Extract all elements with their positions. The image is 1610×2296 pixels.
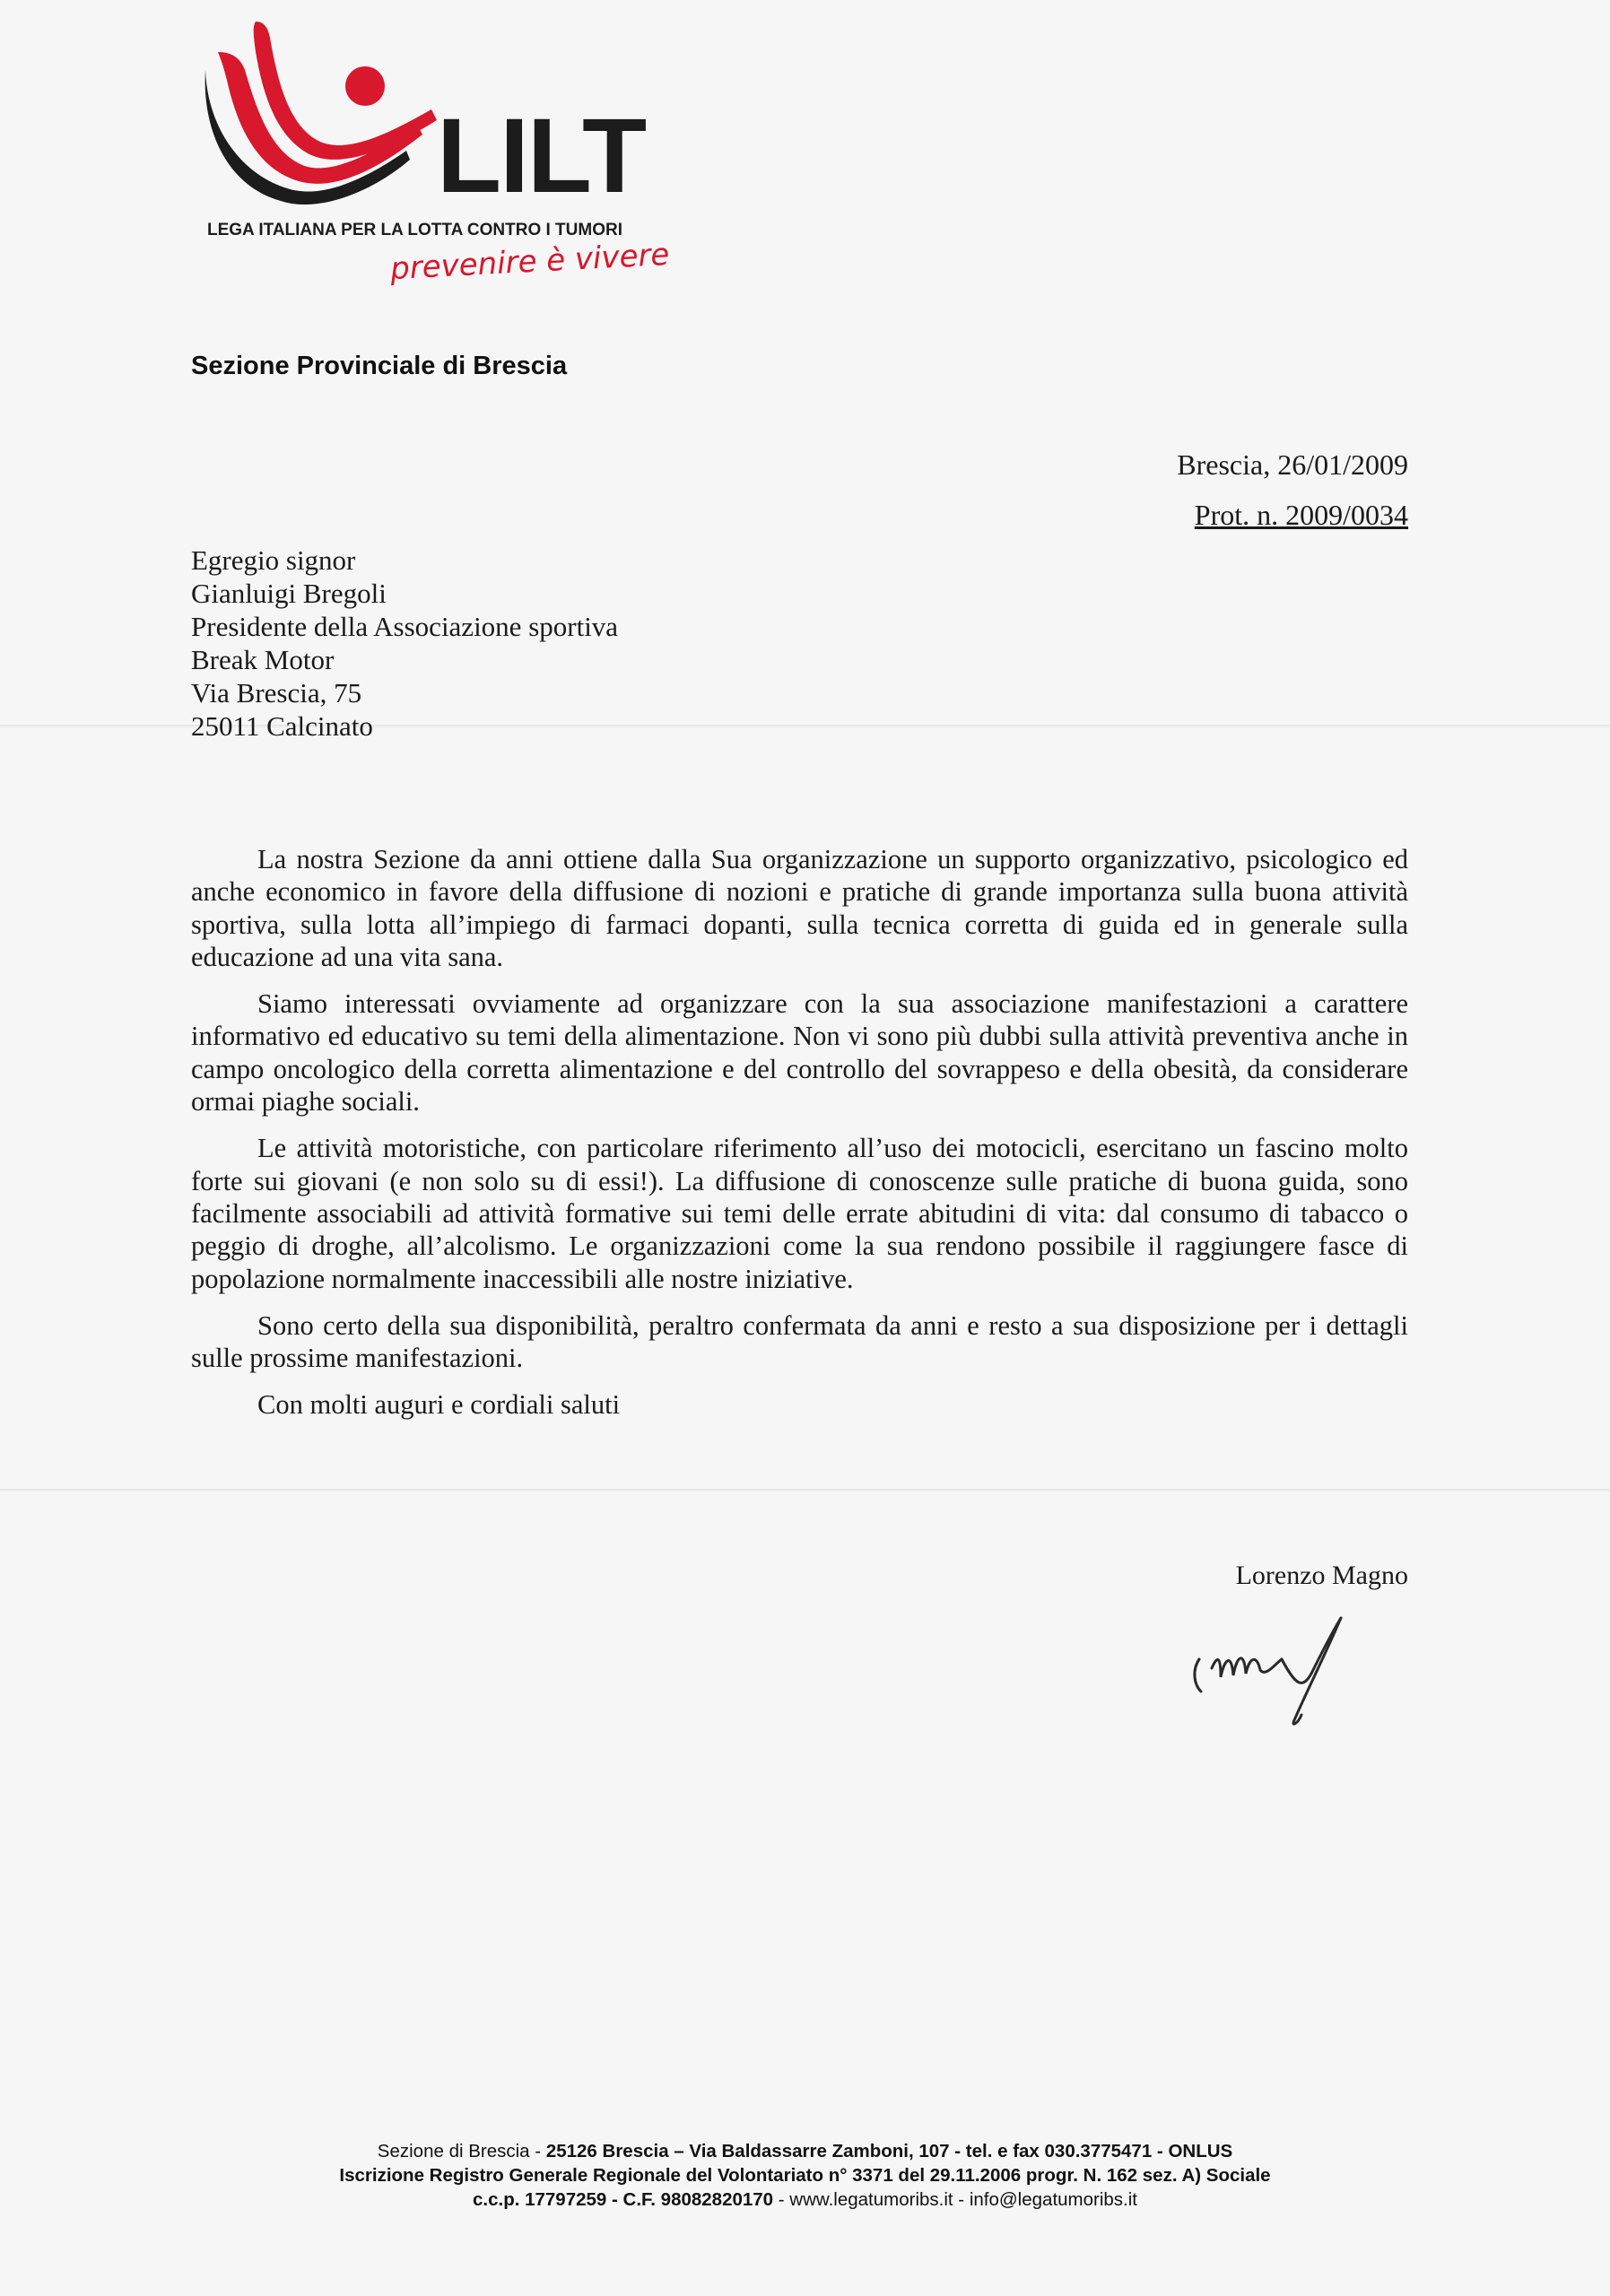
address-line: 25011 Calcinato	[191, 710, 373, 742]
lilt-logo	[202, 16, 704, 303]
body-paragraph: Le attività motoristiche, con particolare riferimento all’uso dei motocicli, esercitano un fascino molto forte sui giovani (e non solo su di essi!). La diffusione di conoscenze sulle pratiche di buona guida, sono facilmente associabili ad attività formative sui temi delle errate abitudini di vita: dal consumo di tabacco o peggio di droghe, all’alcolismo. Le organizzazioni come la sua rendono possibile il raggiungere fasce di popolazione normalmente inaccessibili alle nostre iniziative.	[191, 1133, 1408, 1294]
address-line: Break Motor	[191, 644, 335, 675]
place-date: Brescia, 26/01/2009	[1177, 448, 1408, 481]
letter-footer	[0, 2139, 1610, 2212]
body-paragraph: Siamo interessati ovviamente ad organizzare con la sua associazione manifestazioni a carattere informativo ed educativo su temi della alimentazione. Non vi sono più dubbi sulla attività preventiva anche in campo oncologico della corretta alimentazione e del controllo del sovrappeso e della obesità, da considerare ormai piaghe sociali.	[191, 988, 1408, 1118]
recipient-address	[191, 544, 618, 743]
footer-line-3: c.c.p. 17797259 - C.F. 98082820170 - www.legatumoribs.it - info@legatumoribs.it	[473, 2189, 1137, 2210]
address-line: Gianluigi Bregoli	[191, 578, 387, 609]
footer-line-1: Sezione di Brescia - 25126 Brescia – Via Baldassarre Zamboni, 107 - tel. e fax 030.3775471 - ONLUS	[377, 2141, 1233, 2161]
logo-wordmark: LILT	[437, 97, 646, 215]
letter-body	[191, 843, 1408, 1436]
address-line: Egregio signor	[191, 544, 356, 576]
lilt-mark-icon	[202, 16, 444, 204]
signer-name: Lorenzo Magno	[1235, 1561, 1408, 1590]
address-line: Via Brescia, 75	[191, 677, 362, 709]
logo-tagline: prevenire è vivere	[389, 236, 671, 288]
section-name: Sezione Provinciale di Brescia	[191, 352, 568, 380]
logo-subtitle: LEGA ITALIANA PER LA LOTTA CONTRO I TUMORI	[207, 221, 622, 239]
body-paragraph: La nostra Sezione da anni ottiene dalla Sua organizzazione un supporto organizzativo, psicologico ed anche economico in favore della diffusione di nozioni e pratiche di grande importanza sulla buona attività sportiva, sulla lotta all’impiego di farmaci dopanti, sulla tecnica corretta di guida ed in generale sulla educazione ad una vita sana.	[191, 844, 1408, 972]
handwritten-signature	[1188, 1605, 1395, 1731]
body-paragraph: Sono certo della sua disponibilità, peraltro confermata da anni e resto a sua disposizione per i dettagli sulle prossime manifestazioni.	[191, 1309, 1408, 1374]
closing-salutation: Con molti auguri e cordiali saluti	[257, 1389, 621, 1421]
paper-fold	[0, 1489, 1610, 1492]
protocol-number: Prot. n. 2009/0034	[1194, 499, 1408, 531]
footer-line-2: Iscrizione Registro Generale Regionale del Volontariato n° 3371 del 29.11.2006 progr. N. 162 sez. A) Sociale	[339, 2165, 1271, 2186]
address-line: Presidente della Associazione sportiva	[191, 611, 619, 642]
